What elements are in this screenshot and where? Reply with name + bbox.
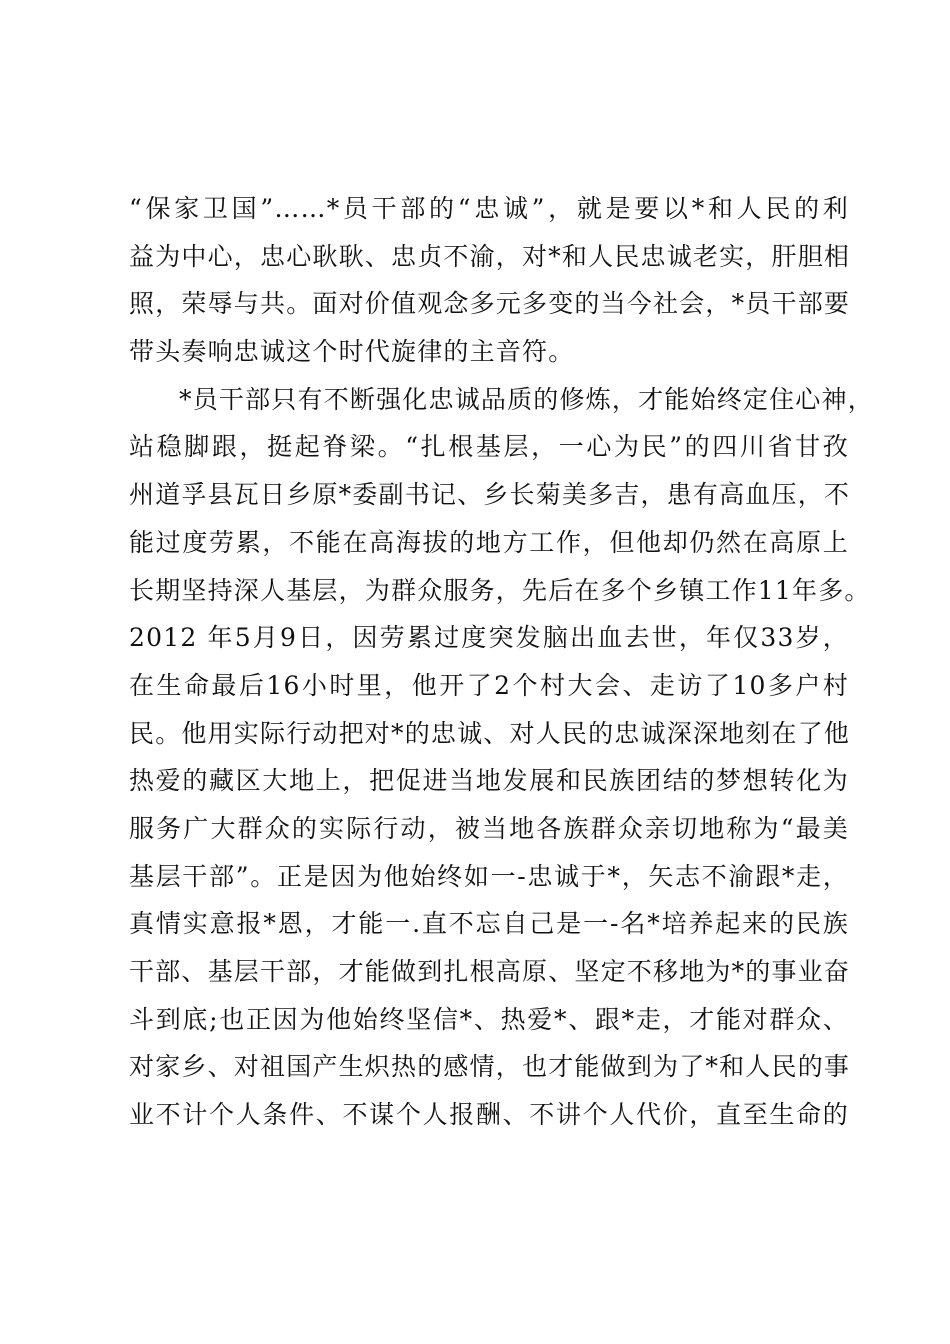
text-line: 站稳脚跟，挺起脊梁。“扎根基层，一心为民”的四川省甘孜 [129,432,849,462]
text-line: 州道孚县瓦日乡原*委副书记、乡长菊美多吉，患有高血压，不 [129,480,851,510]
text-line: 在生命最后16小时里，他开了2个村大会、走访了10多户村 [129,670,849,700]
text-line: 干部、基层干部，才能做到扎根高原、坚定不移地为*的事业奋 [129,957,851,986]
text-line: 民。他用实际行动把对*的忠诚、对人民的忠诚深深地刻在了他 [129,718,851,748]
text-line: 基层干部”。正是因为他始终如一-忠诚于*，矢志不渝跟*走， [129,861,849,891]
text-line: 照，荣辱与共。面对价值观念多元多变的当今社会，*员干部要 [129,289,851,319]
text-line: *员干部只有不断强化忠诚品质的修炼，才能始终定住心神， [179,384,874,414]
text-line: 2012 年5月9日，因劳累过度突发脑出血去世，年仅33岁， [129,623,849,653]
text-line: 业不计个人条件、不谋个人报酬、不讲个人代价，直至生命的 [129,1100,849,1130]
text-line: 真情实意报*恩，才能一.直不忘自己是一-名*培养起来的民族 [129,909,849,939]
text-line: 能过度劳累，不能在高海拔的地方工作，但他却仍然在高原上 [129,527,849,557]
text-line: 斗到底;也正因为他始终坚信*、热爱*、跟*走，才能对群众、 [129,1004,849,1034]
text-line: 带头奏响忠诚这个时代旋律的主音符。 [129,337,575,367]
text-line: 长期坚持深人基层，为群众服务，先后在多个乡镇工作11年多。 [129,575,871,605]
text-line: 对家乡、对祖国产生炽热的感情，也才能做到为了*和人民的事 [129,1052,851,1082]
text-line: 服务广大群众的实际行动，被当地各族群众亲切地称为“最美 [129,813,849,843]
body-text [129,185,874,1139]
text-line: “保家卫国”……*员干部的“忠诚”，就是要以*和人民的利 [129,194,849,223]
text-line: 益为中心，忠心耿耿、忠贞不渝，对*和人民忠诚老实，肝胆相 [129,241,851,271]
text-line: 热爱的藏区大地上，把促进当地发展和民族团结的梦想转化为 [129,766,849,796]
